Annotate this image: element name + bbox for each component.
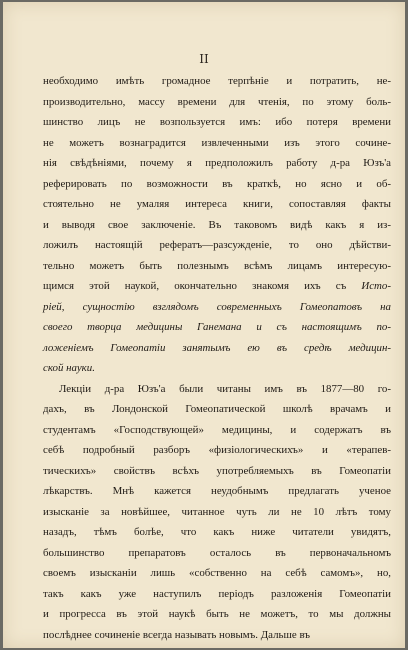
text-line xyxy=(43,461,391,482)
text-line xyxy=(43,235,391,256)
text-segment: дахъ, въ Лондонской Гомеопатической школѣ врачамъ и xyxy=(43,403,391,415)
text-line xyxy=(43,174,391,195)
text-line xyxy=(43,563,391,584)
italic-text-segment: ложеніемъ Гомеопатіи занятымъ ею въ средѣ медицин- xyxy=(43,341,391,354)
text-line xyxy=(43,440,391,461)
text-segment: нія свѣдѣніями, почему я предположилъ работу д-ра Юзъ'а xyxy=(43,157,391,169)
text-line xyxy=(43,215,391,236)
text-segment: ложилъ настоящій рефератъ—разсужденіе, то оно дѣйстви- xyxy=(43,239,391,251)
text-line xyxy=(43,481,391,502)
text-line xyxy=(43,338,391,359)
text-line xyxy=(43,420,391,441)
text-segment: и выводя свое заключеніе. Въ таковомъ видѣ какъ я из- xyxy=(43,218,391,231)
text-line xyxy=(43,153,391,174)
text-line xyxy=(43,256,391,277)
text-line xyxy=(43,112,391,133)
text-line xyxy=(43,502,391,523)
book-page xyxy=(3,2,405,648)
italic-text-segment: ріей, сущностію взглядомъ современныхъ Гомеопатовъ на xyxy=(43,300,391,313)
text-line xyxy=(43,522,391,543)
text-segment: не можетъ вознаградится извлеченными изъ этого сочине- xyxy=(43,136,391,149)
text-line xyxy=(43,584,391,605)
text-segment: тельно можетъ быть полезнымъ всѣмъ лицамъ интересую- xyxy=(43,259,391,272)
text-line xyxy=(43,92,391,113)
text-segment: шинство лицъ не возпользуется имъ: ибо потеря времени xyxy=(43,116,391,128)
text-segment: назадъ, тѣмъ болѣе, что какъ ниже читатели увидятъ, xyxy=(43,526,391,538)
text-segment: послѣднее сочиненіе всегда называть новымъ. Дальше въ xyxy=(43,628,310,641)
text-line xyxy=(43,604,391,625)
text-line xyxy=(43,297,391,318)
italic-text-segment: ской науки. xyxy=(43,362,95,374)
text-segment: щимся этой наукой, окончательно знакомя ихъ съ xyxy=(43,280,362,292)
page-number: II xyxy=(199,52,209,66)
text-line xyxy=(43,399,391,420)
text-segment: тическихъ» свойствъ всѣхъ употребляемыхъ въ Гомеопатіи xyxy=(43,464,391,477)
text-line xyxy=(43,194,391,215)
text-line xyxy=(43,317,391,338)
text-segment: Лекціи д-ра Юзъ'а были читаны имъ въ 1877—80 го- xyxy=(59,382,391,395)
text-segment: себѣ подробный разборъ «физіологическихъ» и «терапев- xyxy=(43,444,391,456)
italic-text-segment: своего творца медицины Ганемана и съ настоящимъ по- xyxy=(43,321,391,333)
text-line xyxy=(43,358,391,379)
text-line xyxy=(43,71,391,92)
text-segment: необходимо имѣть громадное терпѣніе и потратить, не- xyxy=(43,75,391,87)
text-segment: изысканіе за новѣйшее, читанное чуть ли не 10 лѣтъ тому xyxy=(43,505,391,518)
text-segment: и прогресса въ этой наукѣ быть не можетъ, то мы должны xyxy=(43,608,391,620)
text-line xyxy=(43,379,391,400)
text-line xyxy=(43,543,391,564)
text-segment: производительно, массу времени для чтенія, по этому боль- xyxy=(43,95,391,108)
body-text xyxy=(43,71,391,645)
text-line xyxy=(43,276,391,297)
italic-text-segment: Исто- xyxy=(361,280,391,292)
text-segment: такъ какъ уже наступилъ періодъ разложенія Гомеопатіи xyxy=(43,587,391,600)
text-line xyxy=(43,625,391,646)
text-line xyxy=(43,133,391,154)
text-segment: лѣкарствъ. Мнѣ кажется неудобнымъ предлагать ученое xyxy=(43,485,391,497)
text-segment: реферировать по возможности въ краткѣ, но ясно и об- xyxy=(43,177,391,190)
text-segment: студентамъ «Господствующей» медицины, и содержатъ въ xyxy=(43,423,391,436)
text-segment: своемъ изысканіи лишь «собственно на себѣ самомъ», но, xyxy=(43,567,391,579)
text-segment: стоятельно не умаляя интереса книги, сопоставляя факты xyxy=(43,198,391,210)
text-segment: большинство препаратовъ осталось въ первоначальномъ xyxy=(43,546,391,559)
